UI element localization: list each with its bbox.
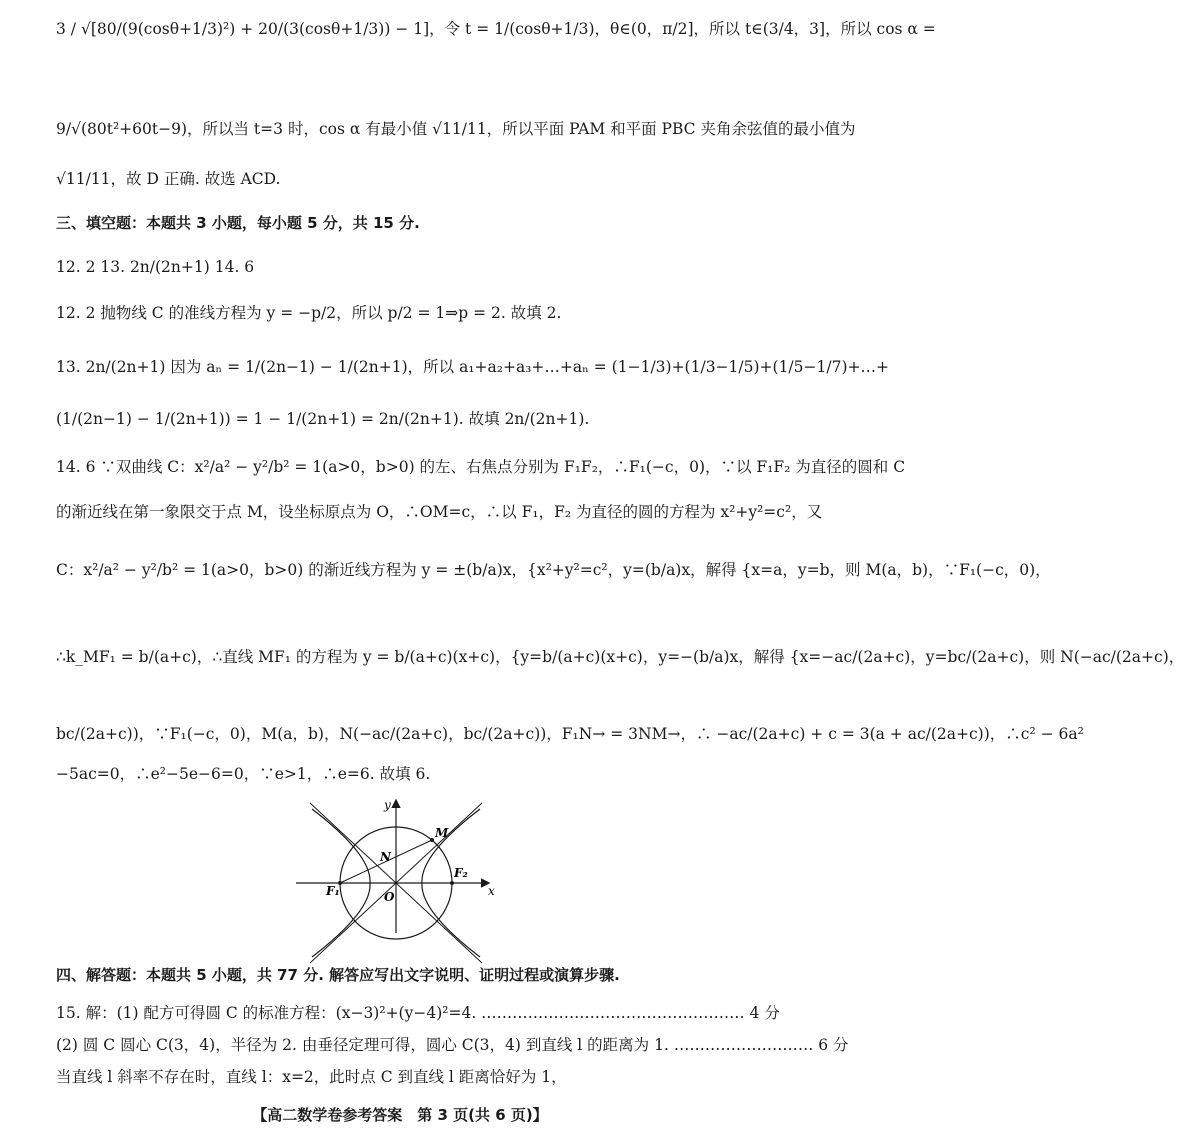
text-line-q15-2: (2) 圆 C 圆心 C(3，4)，半径为 2. 由垂径定理可得，圆心 C(3，4) 到直线 l 的距离为 1. ……………………… 6 分 bbox=[56, 1036, 849, 1054]
text-line-q14b: 的渐近线在第一象限交于点 M，设坐标原点为 O，∴OM=c，∴以 F₁，F₂ 为直径的圆的方程为 x²+y²=c²，又 bbox=[56, 503, 823, 521]
text-line-q14c: C：x²/a² − y²/b² = 1(a>0，b>0) 的渐近线方程为 y = ±(b/a)x，{x²+y²=c²，y=(b/a)x，解得 {x=a，y=b，则 M(a，b)，∵F₁(−c，0)， bbox=[56, 561, 1051, 579]
text-line-q14a: 14. 6 ∵双曲线 C：x²/a² − y²/b² = 1(a>0，b>0) 的左、右焦点分别为 F₁F₂，∴F₁(−c，0)，∵以 F₁F₂ 为直径的圆和 C bbox=[56, 458, 906, 476]
text-line-q15-3: 当直线 l 斜率不存在时，直线 l：x=2，此时点 C 到直线 l 距离恰好为 1， bbox=[56, 1068, 567, 1086]
hyperbola-circle-figure bbox=[292, 795, 512, 935]
label-O: O bbox=[384, 890, 395, 904]
label-x: x bbox=[488, 884, 495, 898]
label-F1: F₁ bbox=[326, 884, 340, 898]
point-M bbox=[430, 838, 434, 842]
label-y: y bbox=[384, 798, 391, 812]
point-F2 bbox=[450, 881, 454, 885]
label-F2: F₂ bbox=[454, 866, 468, 880]
text-line-q14f: −5ac=0，∴e²−5e−6=0，∵e>1，∴e=6. 故填 6. bbox=[56, 765, 431, 783]
section-heading-fill-blank: 三、填空题：本题共 3 小题，每小题 5 分，共 15 分. bbox=[56, 214, 420, 232]
text-line-1: 3 / √[80/(9(cosθ+1/3)²) + 20/(3(cosθ+1/3)) − 1]，令 t = 1/(cosθ+1/3)，θ∈(0，π/2]，所以 t∈(3/4，3]，所以 cos α = bbox=[56, 20, 936, 38]
text-line-q14d: ∴k_MF₁ = b/(a+c)，∴直线 MF₁ 的方程为 y = b/(a+c)(x+c)，{y=b/(a+c)(x+c)，y=−(b/a)x，解得 {x=−ac/(2a+c)，y=bc/(2a+c)，则 N(−ac/(2a+c)， bbox=[56, 648, 1184, 666]
answer-summary: 12. 2 13. 2n/(2n+1) 14. 6 bbox=[56, 258, 255, 276]
text-line-q13a: 13. 2n/(2n+1) 因为 aₙ = 1/(2n−1) − 1/(2n+1)，所以 a₁+a₂+a₃+…+aₙ = (1−1/3)+(1/3−1/5)+(1/5−1/7)+…+ bbox=[56, 358, 889, 376]
section-heading-solutions: 四、解答题：本题共 5 小题，共 77 分. 解答应写出文字说明、证明过程或演算步骤. bbox=[56, 966, 620, 984]
text-line-q13b: (1/(2n−1) − 1/(2n+1)) = 1 − 1/(2n+1) = 2n/(2n+1). 故填 2n/(2n+1). bbox=[56, 410, 590, 428]
text-line-3: √11/11，故 D 正确. 故选 ACD. bbox=[56, 170, 281, 188]
text-line-2: 9/√(80t²+60t−9)，所以当 t=3 时，cos α 有最小值 √11/11，所以平面 PAM 和平面 PBC 夹角余弦值的最小值为 bbox=[56, 120, 856, 138]
text-line-q14e: bc/(2a+c))，∵F₁(−c，0)，M(a，b)，N(−ac/(2a+c)，bc/(2a+c))，F₁N→ = 3NM→，∴ −ac/(2a+c) + c = 3(a + ac/(2a+c))，∴c² − 6a² bbox=[56, 725, 1084, 743]
label-N: N bbox=[380, 850, 391, 864]
text-line-q12: 12. 2 抛物线 C 的准线方程为 y = −p/2，所以 p/2 = 1⇒p = 2. 故填 2. bbox=[56, 304, 562, 322]
page-footer: 【高二数学卷参考答案 第 3 页(共 6 页)】 bbox=[252, 1106, 548, 1124]
text-line-q15-1: 15. 解：(1) 配方可得圆 C 的标准方程：(x−3)²+(y−4)²=4. …………………………………………… 4 分 bbox=[56, 1004, 780, 1022]
label-M: M bbox=[435, 826, 449, 840]
